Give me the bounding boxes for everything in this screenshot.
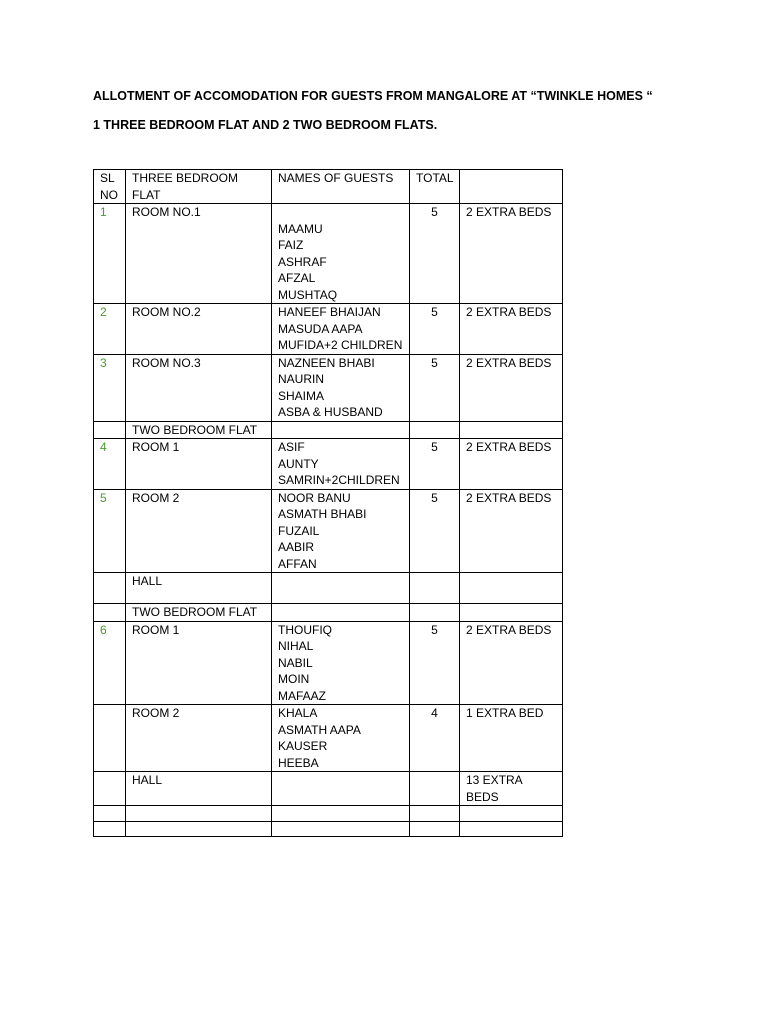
cell-sl-no: 2 [94, 304, 126, 355]
cell-total [410, 573, 460, 604]
cell-total [410, 604, 460, 622]
cell-total: 5 [410, 489, 460, 573]
guest-name: KAUSER [278, 739, 328, 753]
cell-sl-no [94, 604, 126, 622]
cell-room [126, 806, 272, 822]
cell-room: ROOM 1 [126, 439, 272, 490]
guest-name: ASBA & HUSBAND [278, 405, 383, 419]
document-title: ALLOTMENT OF ACCOMODATION FOR GUESTS FROM MANGALORE AT “TWINKLE HOMES “ [93, 89, 653, 103]
cell-extra-beds [460, 806, 563, 822]
cell-total: 5 [410, 204, 460, 304]
guest-name: FUZAIL [278, 523, 320, 538]
table-row [94, 821, 563, 837]
guest-name: MASUDA AAPA [278, 321, 363, 336]
guest-name: MAAMU [278, 221, 323, 236]
guest-name: NOOR BANU [278, 490, 351, 505]
header-flat: THREE BEDROOM FLAT [126, 170, 272, 204]
cell-room: ROOM 2 [126, 705, 272, 772]
cell-extra-beds [460, 421, 563, 439]
guest-name: AUNTY [278, 456, 319, 471]
cell-room: ROOM 2 [126, 489, 272, 573]
cell-total [410, 772, 460, 806]
cell-sl-no [94, 806, 126, 822]
cell-guests [272, 621, 410, 705]
cell-guests [272, 489, 410, 573]
cell-sl-no [94, 421, 126, 439]
guest-name: MUFIDA+2 CHILDREN [278, 338, 403, 352]
cell-room: HALL [126, 772, 272, 806]
header-sl-no: SL NO [94, 170, 126, 204]
cell-guests [272, 604, 410, 622]
guest-name: SHAIMA [278, 388, 325, 403]
cell-sl-no [94, 772, 126, 806]
cell-total [410, 821, 460, 837]
guest-name: AFZAL [278, 271, 316, 285]
cell-extra-beds: 13 EXTRA BEDS [460, 772, 563, 806]
cell-total: 4 [410, 705, 460, 772]
table-row [94, 489, 563, 573]
guest-name [278, 204, 403, 221]
guest-name: NAURIN [278, 372, 325, 386]
guest-name: AABIR [278, 540, 315, 554]
cell-sl-no: 4 [94, 439, 126, 490]
cell-total: 5 [410, 304, 460, 355]
cell-extra-beds: 2 EXTRA BEDS [460, 621, 563, 705]
cell-sl-no [94, 705, 126, 772]
cell-sl-no: 6 [94, 621, 126, 705]
cell-sl-no: 5 [94, 489, 126, 573]
guest-name: AFFAN [278, 556, 317, 571]
table-header-row [94, 170, 563, 204]
cell-room: TWO BEDROOM FLAT [126, 604, 272, 622]
cell-guests [272, 705, 410, 772]
cell-guests [272, 421, 410, 439]
cell-room [126, 821, 272, 837]
table-row [94, 354, 563, 421]
cell-extra-beds: 2 EXTRA BEDS [460, 489, 563, 573]
guest-name: NIHAL [278, 639, 314, 653]
cell-extra-beds [460, 821, 563, 837]
header-total: TOTAL [410, 170, 460, 204]
cell-extra-beds: 2 EXTRA BEDS [460, 304, 563, 355]
guest-name: ASHRAF [278, 254, 327, 269]
cell-room: ROOM NO.2 [126, 304, 272, 355]
cell-extra-beds [460, 604, 563, 622]
table-body [94, 204, 563, 837]
cell-total: 5 [410, 354, 460, 421]
document-subtitle: 1 THREE BEDROOM FLAT AND 2 TWO BEDROOM FLATS. [93, 118, 438, 132]
cell-guests [272, 821, 410, 837]
cell-guests [272, 439, 410, 490]
guest-name: FAIZ [278, 238, 304, 252]
allotment-table [93, 169, 563, 837]
cell-extra-beds: 2 EXTRA BEDS [460, 439, 563, 490]
cell-guests [272, 573, 410, 604]
cell-extra-beds: 1 EXTRA BED [460, 705, 563, 772]
cell-total [410, 421, 460, 439]
header-extra [460, 170, 563, 204]
cell-extra-beds: 2 EXTRA BEDS [460, 204, 563, 304]
cell-sl-no [94, 821, 126, 837]
cell-guests [272, 204, 410, 304]
guest-name: NABIL [278, 655, 313, 670]
cell-room: ROOM NO.1 [126, 204, 272, 304]
table-row [94, 621, 563, 705]
table-row [94, 439, 563, 490]
table-row [94, 705, 563, 772]
guest-name: ASMATH AAPA [278, 722, 361, 737]
cell-extra-beds [460, 573, 563, 604]
cell-guests [272, 304, 410, 355]
guest-name: MAFAAZ [278, 688, 327, 703]
table-row [94, 304, 563, 355]
guest-name: MUSHTAQ [278, 287, 338, 302]
guest-name: KHALA [278, 706, 318, 720]
cell-room: HALL [126, 573, 272, 604]
table-row [94, 421, 563, 439]
guest-name: ASIF [278, 440, 305, 454]
cell-room: ROOM 1 [126, 621, 272, 705]
guest-name: MOIN [278, 672, 310, 686]
header-guests: NAMES OF GUESTS [272, 170, 410, 204]
table-row [94, 204, 563, 304]
cell-room: TWO BEDROOM FLAT [126, 421, 272, 439]
table-row [94, 573, 563, 604]
guest-name: HEEBA [278, 755, 319, 770]
guest-name: SAMRIN+2CHILDREN [278, 473, 400, 487]
cell-sl-no: 1 [94, 204, 126, 304]
cell-sl-no: 3 [94, 354, 126, 421]
guest-name: THOUFIQ [278, 622, 332, 637]
cell-extra-beds: 2 EXTRA BEDS [460, 354, 563, 421]
cell-total: 5 [410, 439, 460, 490]
cell-guests [272, 772, 410, 806]
cell-guests [272, 354, 410, 421]
table-row [94, 772, 563, 806]
cell-total [410, 806, 460, 822]
guest-name: HANEEF BHAIJAN [278, 305, 381, 319]
table-row [94, 806, 563, 822]
table-row [94, 604, 563, 622]
cell-room: ROOM NO.3 [126, 354, 272, 421]
cell-guests [272, 806, 410, 822]
cell-total: 5 [410, 621, 460, 705]
cell-sl-no [94, 573, 126, 604]
guest-name: NAZNEEN BHABI [278, 355, 375, 370]
guest-name: ASMATH BHABI [278, 507, 367, 521]
